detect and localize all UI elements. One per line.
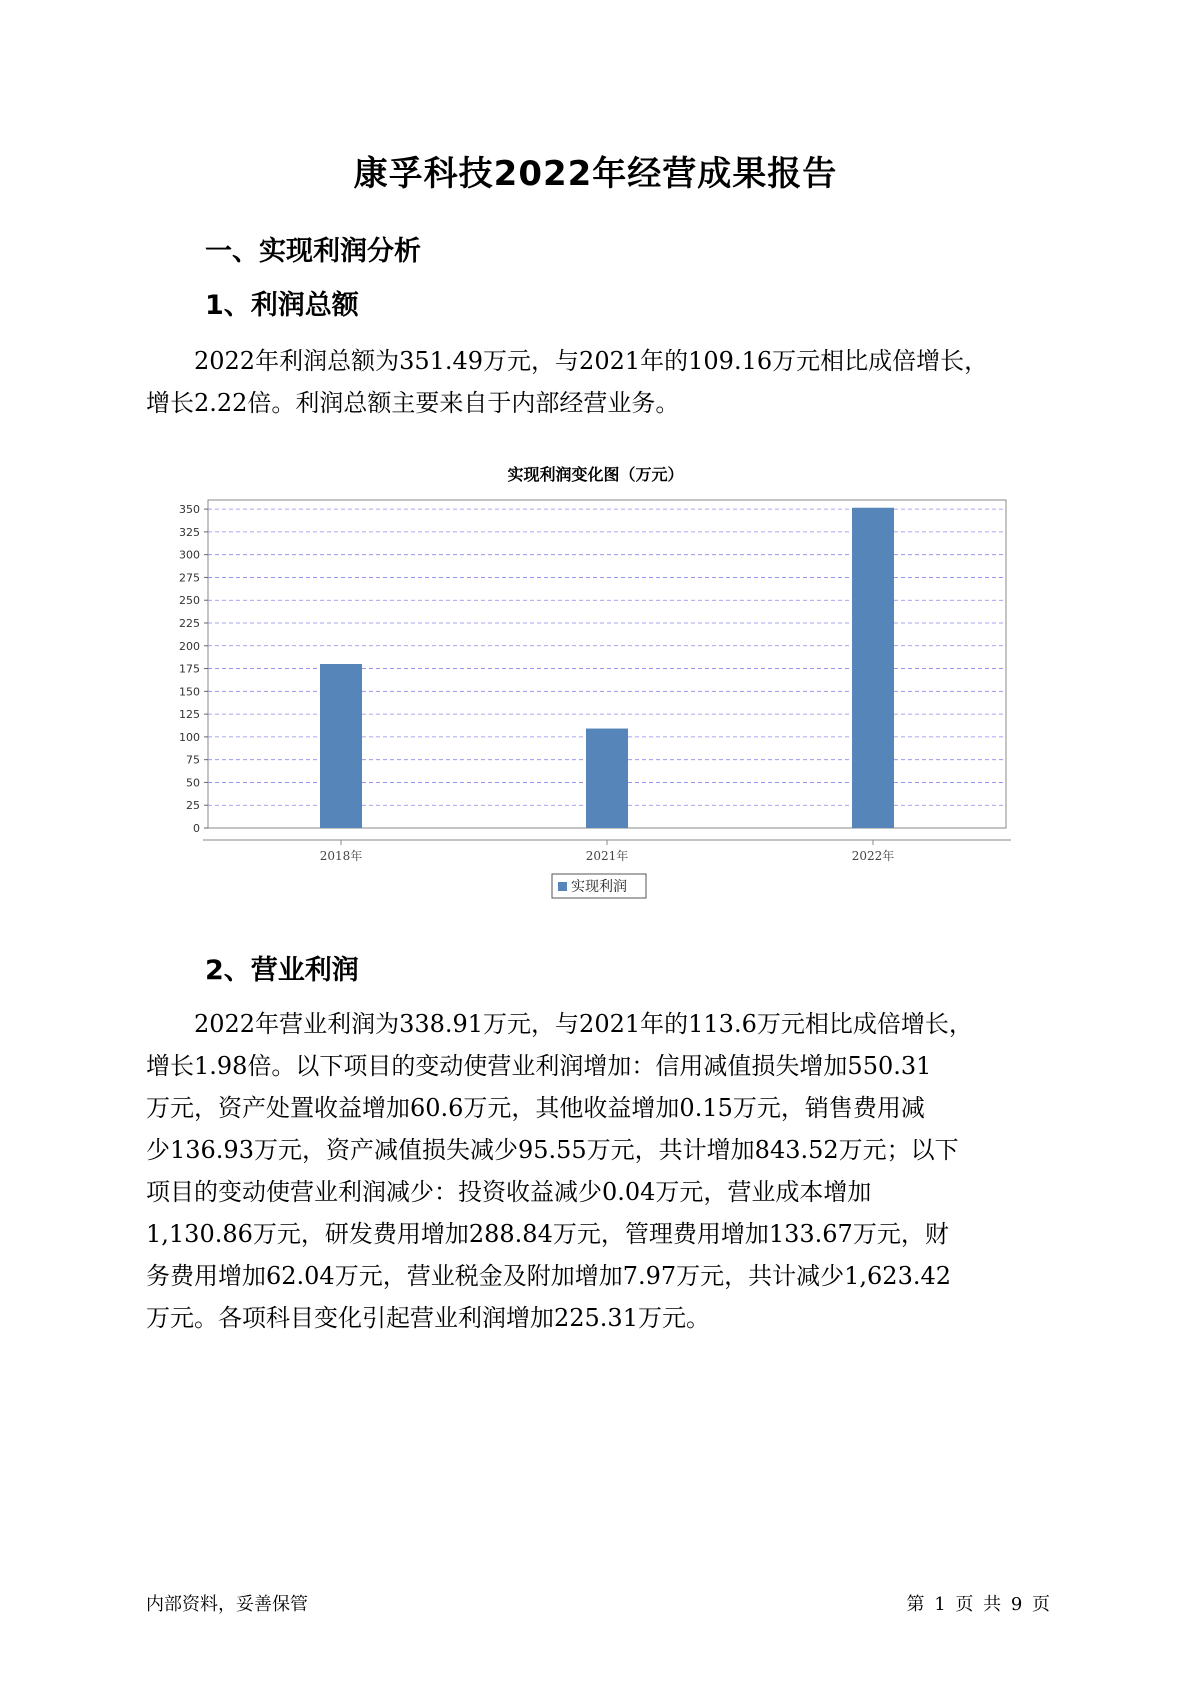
y-tick-label: 300 [179, 548, 200, 562]
paragraph-line: 万元，资产处置收益增加60.6万元，其他收益增加0.15万元，销售费用减 [146, 1094, 925, 1122]
paragraph-line: 万元。各项科目变化引起营业利润增加225.31万元。 [146, 1304, 710, 1332]
section-heading-profit-analysis: 一、实现利润分析 [205, 236, 421, 267]
chart-title: 实现利润变化图（万元） [507, 465, 684, 484]
paragraph-operating-profit [146, 1003, 1051, 1339]
y-tick-label: 75 [186, 753, 200, 767]
footer-confidential-note: 内部资料，妥善保管 [146, 1594, 308, 1615]
x-tick-label: 2022年 [851, 849, 895, 863]
legend-label: 实现利润 [571, 879, 627, 895]
y-tick-label: 175 [179, 662, 200, 676]
y-tick-label: 25 [186, 799, 200, 813]
paragraph-line: 1,130.86万元，研发费用增加288.84万元，管理费用增加133.67万元，财 [146, 1220, 949, 1248]
y-tick-label: 150 [179, 685, 200, 699]
x-tick-label: 2018年 [319, 849, 363, 863]
paragraph-line: 增长2.22倍。利润总额主要来自于内部经营业务。 [146, 389, 680, 417]
paragraph-line: 项目的变动使营业利润减少：投资收益减少0.04万元，营业成本增加 [146, 1178, 872, 1206]
y-tick-label: 225 [179, 617, 200, 630]
bar-2018年 [320, 664, 362, 828]
legend-swatch [558, 882, 567, 891]
y-tick-label: 350 [179, 503, 200, 517]
paragraph-total-profit [146, 340, 1051, 424]
page-title: 康孚科技2022年经营成果报告 [353, 154, 838, 194]
y-tick-label: 50 [186, 776, 200, 790]
paragraph-line: 务费用增加62.04万元，营业税金及附加增加7.97万元，共计减少1,623.42 [146, 1262, 952, 1290]
y-tick-label: 275 [179, 571, 200, 585]
y-tick-label: 200 [179, 639, 200, 653]
paragraph-line: 少136.93万元，资产减值损失减少95.55万元，共计增加843.52万元；以下 [146, 1136, 959, 1164]
y-tick-label: 125 [179, 708, 200, 722]
bar-2022年 [852, 508, 894, 828]
y-tick-label: 0 [193, 822, 200, 835]
y-tick-label: 250 [179, 594, 200, 608]
subsection-heading-operating-profit: 2、营业利润 [205, 955, 359, 986]
footer-page-number: 第 1 页 共 9 页 [906, 1594, 1050, 1615]
paragraph-line: 2022年利润总额为351.49万元，与2021年的109.16万元相比成倍增长， [194, 347, 989, 375]
paragraph-line: 增长1.98倍。以下项目的变动使营业利润增加：信用减值损失增加550.31 [146, 1052, 932, 1080]
bar-2021年 [586, 729, 628, 828]
paragraph-line: 2022年营业利润为338.91万元，与2021年的113.6万元相比成倍增长， [194, 1010, 973, 1038]
subsection-heading-total-profit: 1、利润总额 [205, 290, 359, 321]
y-tick-label: 325 [179, 525, 200, 539]
profit-bar-chart [160, 490, 1030, 910]
y-tick-label: 100 [179, 730, 200, 744]
x-tick-label: 2021年 [585, 849, 629, 863]
